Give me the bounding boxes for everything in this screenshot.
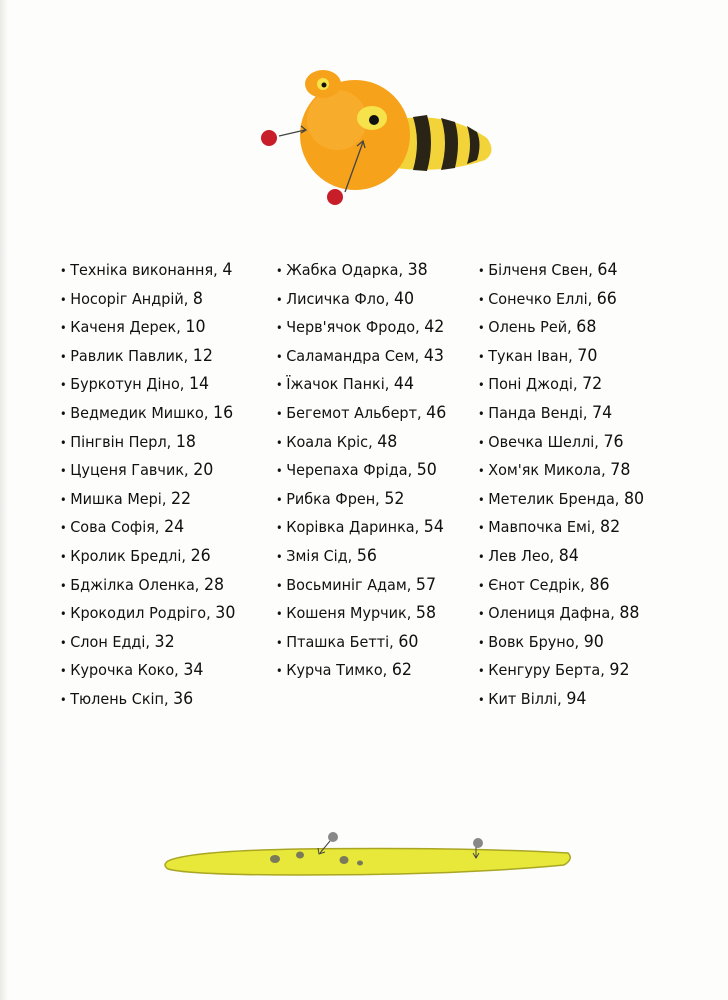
toc-entry: • Коала Кріс, 48 xyxy=(276,428,446,457)
toc-entry: • Мишка Мері, 22 xyxy=(60,485,235,514)
toc-entry-title: Олень Рей xyxy=(488,318,568,337)
toc-entry: • Носоріг Андрій, 8 xyxy=(60,285,235,314)
toc-entry-page: 80 xyxy=(623,488,645,509)
toc-entry-title: Бджілка Оленка xyxy=(70,575,195,594)
toc-entry-page: 64 xyxy=(597,260,618,280)
toc-entry-title: Сонечко Еллі xyxy=(488,289,588,308)
toc-entry-page: 10 xyxy=(185,317,206,338)
toc-entry-page: 43 xyxy=(423,345,444,366)
toc-entry-page: 78 xyxy=(610,460,631,481)
toc-entry-page: 90 xyxy=(583,631,604,652)
toc-entry-title: Білченя Свен xyxy=(488,261,589,279)
toc-entry-page: 54 xyxy=(423,517,444,538)
toc-entry-title: Тукан Іван xyxy=(488,346,569,365)
toc-entry: • Крокодил Родрігo, 30 xyxy=(60,599,235,628)
toc-entry-title: Курочка Коко xyxy=(70,661,175,680)
toc-entry-title: Ведмедик Мишко xyxy=(70,403,204,422)
toc-entry-page: 92 xyxy=(609,660,630,681)
toc-entry-title: Корівка Даринка xyxy=(286,518,415,537)
toc-entry-title: Овечка Шеллі xyxy=(488,432,595,451)
toc-entry-page: 70 xyxy=(577,345,598,366)
toc-entry-page: 86 xyxy=(589,574,610,595)
toc-entry: • Восьминіг Адам, 57 xyxy=(276,571,446,600)
toc-entry-page: 46 xyxy=(426,402,447,423)
toc-entry-title: Курча Тимко xyxy=(286,661,383,680)
toc-entry-page: 24 xyxy=(164,517,185,538)
toc-entry: • Панда Венді, 74 xyxy=(478,399,644,428)
toc-entry: • Буркотун Діно, 14 xyxy=(60,370,235,399)
toc-entry-page: 50 xyxy=(416,460,437,481)
toc-entry: • Олениця Дафна, 88 xyxy=(478,599,644,628)
toc-entry: • Курча Тимко, 62 xyxy=(276,656,446,685)
toc-entry-title: Саламандра Сем xyxy=(286,346,415,365)
toc-entry-page: 20 xyxy=(193,460,214,481)
toc-entry-page: 82 xyxy=(600,517,621,538)
toc-entry-title: Коала Кріс xyxy=(286,432,369,451)
toc-entry-page: 76 xyxy=(603,431,624,452)
toc-entry-title: Хом'як Микола xyxy=(488,461,602,480)
toc-entry-page: 94 xyxy=(566,688,587,709)
toc-entry-title: Кошеня Мурчик xyxy=(286,604,407,623)
toc-entry-page: 56 xyxy=(356,545,377,566)
toc-entry: • Лев Лео, 84 xyxy=(478,542,644,571)
red-pom-pom xyxy=(261,130,277,146)
toc-entry: • Кенгуру Берта, 92 xyxy=(478,656,644,685)
toc-entry-title: Олениця Дафна xyxy=(488,604,611,623)
toc-entry-title: Сова Софія xyxy=(70,518,155,537)
toc-entry: • Корівка Даринка, 54 xyxy=(276,513,446,542)
toc-entry-page: 68 xyxy=(576,317,597,338)
toc-entry-page: 4 xyxy=(222,260,233,280)
toc-entry: • Слон Едді, 32 xyxy=(60,628,235,657)
toc-entry-page: 84 xyxy=(558,545,579,566)
toc-entry: • Поні Джоді, 72 xyxy=(478,370,644,399)
toc-entry: • Метелик Бренда, 80 xyxy=(478,485,644,514)
toc-entry-title: Єнот Седрік xyxy=(488,575,581,594)
toc-entry: • Жабка Одарка, 38 xyxy=(276,256,446,285)
toc-entry-page: 28 xyxy=(203,574,225,595)
toc-entry: • Черепаха Фріда, 50 xyxy=(276,456,446,485)
toc-entry-page: 8 xyxy=(192,288,203,309)
toc-entry: • Овечка Шеллі, 76 xyxy=(478,428,644,457)
worm-illustration xyxy=(160,825,580,885)
toc-column-3 xyxy=(478,256,657,714)
toc-entry-page: 38 xyxy=(407,260,428,280)
toc-entry: • Кошеня Мурчик, 58 xyxy=(276,599,446,628)
toc-entry: • Черв'ячок Фродо, 42 xyxy=(276,313,446,342)
toc-entry: • Їжачок Панкі, 44 xyxy=(276,370,446,399)
toc-entry-title: Носоріг Андрій xyxy=(70,289,184,308)
page-edge-shadow xyxy=(0,0,8,1000)
toc-entry: • Олень Рей, 68 xyxy=(478,313,644,342)
toc-entry-page: 88 xyxy=(619,603,640,624)
toc-entry-title: Панда Венді xyxy=(488,403,583,422)
toc-entry: • Змія Сід, 56 xyxy=(276,542,446,571)
toc-entry: • Саламандра Сем, 43 xyxy=(276,342,446,371)
bee-illustration xyxy=(255,60,505,220)
toc-entry-page: 18 xyxy=(175,431,196,452)
toc-entry-page: 36 xyxy=(173,688,194,709)
toc-entry-page: 32 xyxy=(154,631,175,652)
toc-entry: • Техніка виконання, 4 xyxy=(60,256,235,285)
worm-body xyxy=(165,849,570,876)
toc-entry: • Єнот Седрік, 86 xyxy=(478,571,644,600)
toc-entry-title: Крокодил Родрігo xyxy=(70,604,207,623)
toc-entry: • Равлик Павлик, 12 xyxy=(60,342,235,371)
toc-entry: • Хом'як Микола, 78 xyxy=(478,456,644,485)
toc-entry-page: 58 xyxy=(415,603,437,624)
toc-entry-title: Буркотун Діно xyxy=(70,375,180,394)
toc-entry: • Курочка Коко, 34 xyxy=(60,656,235,685)
toc-entry-page: 30 xyxy=(215,603,236,624)
toc-entry-page: 22 xyxy=(170,488,192,509)
toc-entry: • Бегемот Альберт, 46 xyxy=(276,399,446,428)
toc-entry-title: Змія Сід xyxy=(286,546,348,565)
toc-entry-title: Вовк Бруно xyxy=(488,632,575,651)
toc-entry: • Кит Віллі, 94 xyxy=(478,685,644,714)
toc-entry: • Рибка Френ, 52 xyxy=(276,485,446,514)
toc-entry-title: Пінгвін Перл xyxy=(70,432,167,451)
toc-entry-page: 48 xyxy=(377,431,398,452)
toc-entry: • Тюлень Скіп, 36 xyxy=(60,685,235,714)
toc-entry-title: Каченя Дерек xyxy=(70,318,177,337)
toc-entry: • Каченя Дерек, 10 xyxy=(60,313,235,342)
toc-entry-page: 44 xyxy=(393,374,415,395)
toc-entry-page: 74 xyxy=(592,402,613,423)
toc-entry-title: Кенгуру Берта xyxy=(488,661,601,680)
toc-entry: • Лисичка Фло, 40 xyxy=(276,285,446,314)
toc-entry-page: 40 xyxy=(393,288,415,309)
toc-entry: • Сова Софія, 24 xyxy=(60,513,235,542)
toc-entry-title: Черв'ячок Фродо xyxy=(286,318,416,337)
toc-entry-title: Мавпочка Емі xyxy=(488,518,591,537)
toc-entry-title: Равлик Павлик xyxy=(70,346,184,365)
toc-entry: • Сонечко Еллі, 66 xyxy=(478,285,644,314)
toc-entry-title: Техніка виконання xyxy=(70,261,214,279)
toc-entry-title: Слон Едді xyxy=(70,632,146,651)
toc-entry: • Вовк Бруно, 90 xyxy=(478,628,644,657)
toc-entry-title: Жабка Одарка xyxy=(286,261,399,279)
toc-entry: • Пташка Бетті, 60 xyxy=(276,628,446,657)
toc-entry-title: Цуценя Гавчик xyxy=(70,461,185,480)
toc-entry-page: 26 xyxy=(190,545,211,566)
toc-entry-title: Кролик Бредлі xyxy=(70,546,182,565)
toc-entry-title: Лев Лео xyxy=(488,546,550,565)
toc-entry: • Бджілка Оленка, 28 xyxy=(60,571,235,600)
toc-entry-title: Бегемот Альберт xyxy=(286,403,417,422)
toc-entry-page: 60 xyxy=(398,631,419,652)
toc-entry-title: Мишка Мері xyxy=(70,489,162,508)
toc-entry-page: 42 xyxy=(424,317,445,338)
toc-entry: • Цуценя Гавчик, 20 xyxy=(60,456,235,485)
toc-entry-title: Лисичка Фло xyxy=(286,289,385,308)
toc-column-1 xyxy=(60,256,249,714)
toc-entry-title: Поні Джоді xyxy=(488,375,573,394)
toc-entry-title: Метелик Бренда xyxy=(488,489,615,508)
toc-entry-page: 57 xyxy=(415,574,437,595)
toc-entry: • Мавпочка Емі, 82 xyxy=(478,513,644,542)
toc-entry-page: 14 xyxy=(188,374,210,395)
toc-entry: • Пінгвін Перл, 18 xyxy=(60,428,235,457)
toc-entry-page: 34 xyxy=(183,660,204,681)
toc-entry: • Ведмедик Мишко, 16 xyxy=(60,399,235,428)
toc-entry: • Білченя Свен, 64 xyxy=(478,256,644,285)
toc-entry-page: 66 xyxy=(596,288,617,309)
toc-entry: • Тукан Іван, 70 xyxy=(478,342,644,371)
toc-entry: • Кролик Бредлі, 26 xyxy=(60,542,235,571)
toc-entry-title: Рибка Френ xyxy=(286,489,376,508)
toc-entry-page: 72 xyxy=(582,374,603,395)
toc-entry-page: 16 xyxy=(213,402,234,423)
red-pom-pom xyxy=(327,189,343,205)
toc-entry-title: Черепаха Фріда xyxy=(286,461,408,480)
toc-entry-title: Кит Віллі xyxy=(488,689,558,708)
toc-entry-page: 12 xyxy=(192,345,213,366)
toc-column-2 xyxy=(276,256,459,685)
toc-entry-page: 62 xyxy=(391,660,412,681)
toc-entry-title: Тюлень Скіп xyxy=(70,689,164,708)
toc-entry-title: Восьминіг Адам xyxy=(286,575,407,594)
toc-entry-title: Їжачок Панкі xyxy=(286,375,385,394)
toc-entry-title: Пташка Бетті xyxy=(286,632,390,651)
toc-entry-page: 52 xyxy=(384,488,405,509)
